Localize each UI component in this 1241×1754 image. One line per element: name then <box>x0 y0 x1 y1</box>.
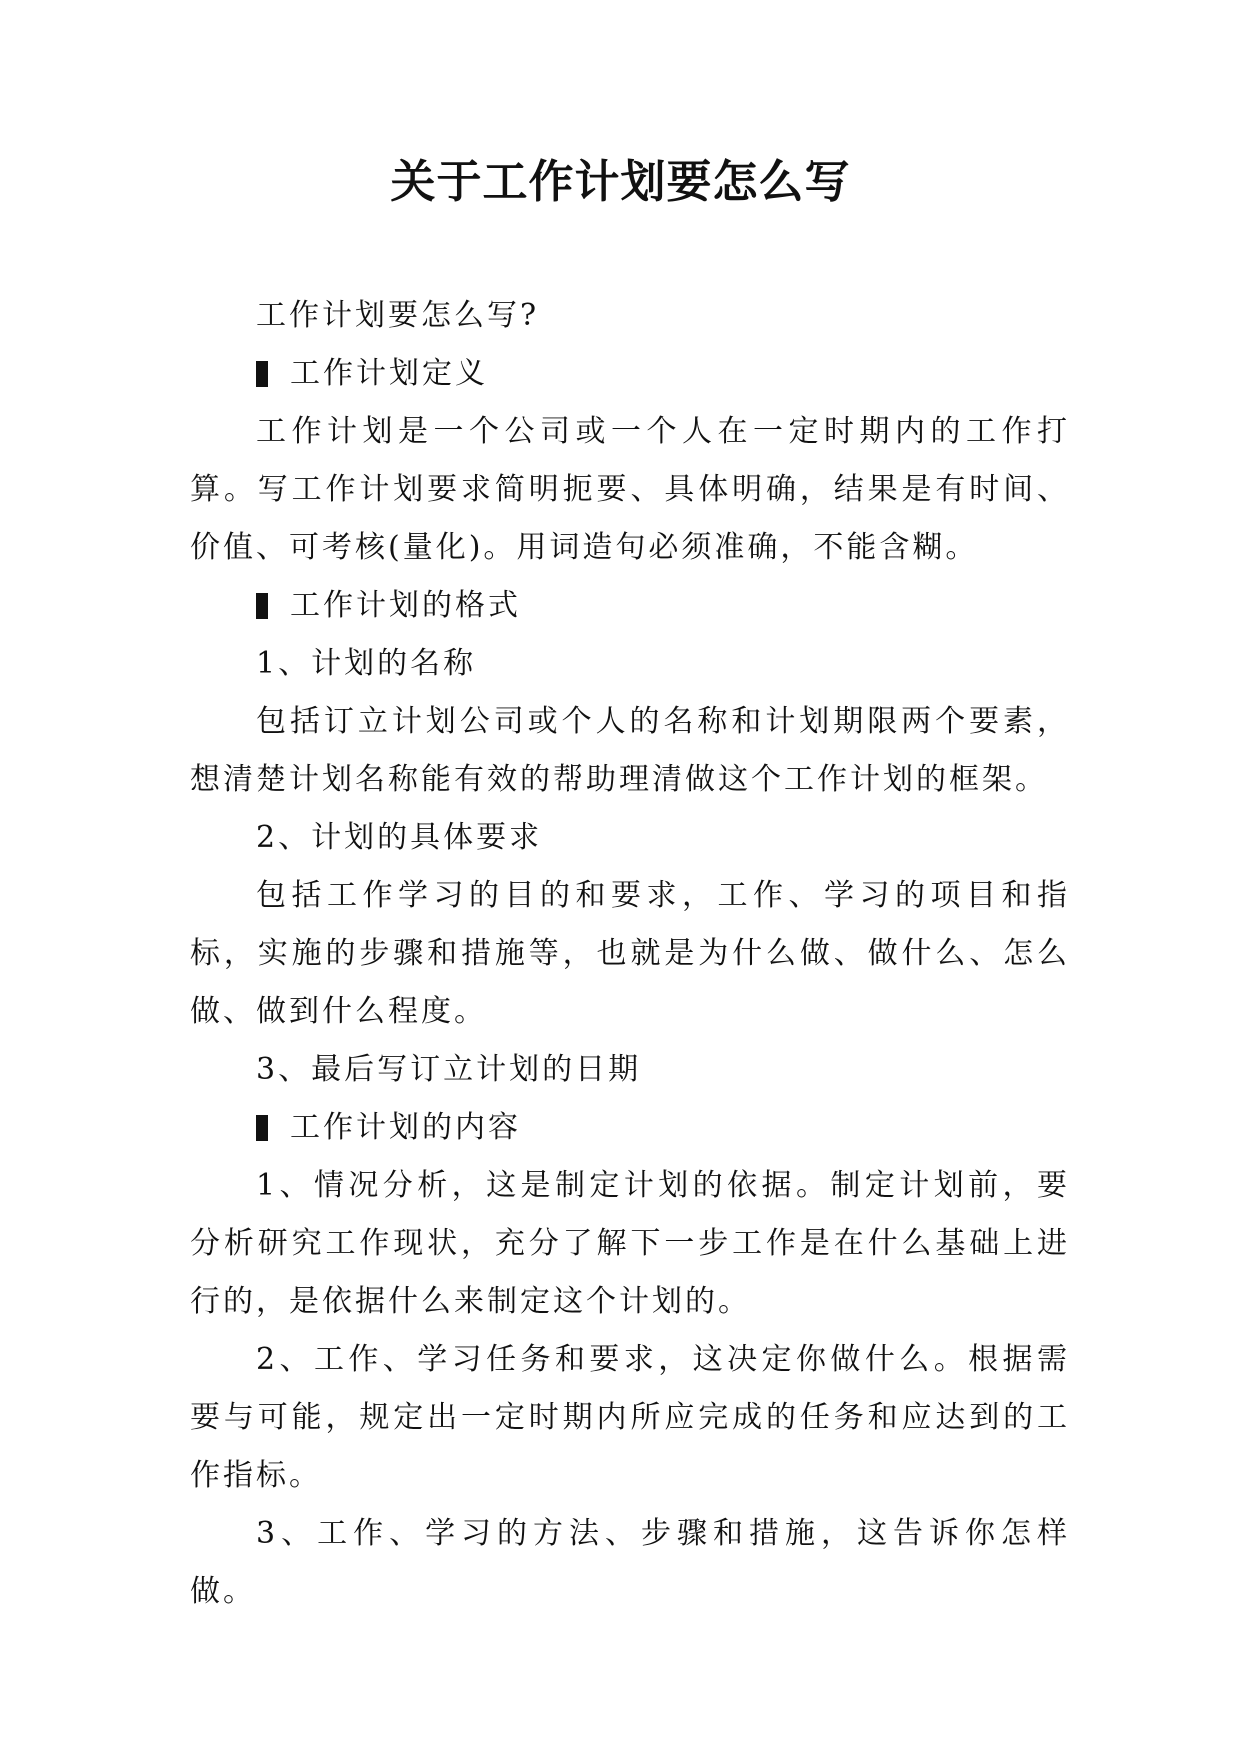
section-heading-text: 工作计划的内容 <box>290 1110 521 1145</box>
square-bullet-icon <box>256 593 268 619</box>
paragraph-intro-question: 工作计划要怎么写? <box>256 298 540 333</box>
paragraph-plan-requirements: 包括工作学习的目的和要求，工作、学习的项目和指标，实施的步骤和措施等，也就是为什么做、做什么、怎么做、做到什么程度。 <box>190 878 1070 1029</box>
section-heading-content <box>190 1099 1070 1157</box>
section-heading-format <box>190 577 1070 635</box>
list-item-plan-date: 3、最后写订立计划的日期 <box>256 1052 642 1087</box>
section-heading-text: 工作计划定义 <box>290 356 488 391</box>
document-body <box>190 287 1070 1621</box>
square-bullet-icon <box>256 361 268 387</box>
section-heading-text: 工作计划的格式 <box>290 588 521 623</box>
paragraph-definition: 工作计划是一个公司或一个人在一定时期内的工作打算。写工作计划要求简明扼要、具体明确，结果是有时间、价值、可考核(量化)。用词造句必须准确，不能含糊。 <box>190 414 1070 565</box>
paragraph-situation-analysis: 1、情况分析，这是制定计划的依据。制定计划前，要分析研究工作现状，充分了解下一步工作是在什么基础上进行的，是依据什么来制定这个计划的。 <box>190 1168 1070 1319</box>
paragraph-methods-steps: 3、工作、学习的方法、步骤和措施，这告诉你怎样做。 <box>190 1516 1070 1609</box>
paragraph-tasks-requirements: 2、工作、学习任务和要求，这决定你做什么。根据需要与可能，规定出一定时期内所应完成的任务和应达到的工作指标。 <box>190 1342 1070 1493</box>
square-bullet-icon <box>256 1115 268 1141</box>
list-item-plan-name: 1、计划的名称 <box>256 646 477 681</box>
section-heading-definition <box>190 345 1070 403</box>
document-title: 关于工作计划要怎么写 <box>390 155 851 208</box>
list-item-plan-requirements: 2、计划的具体要求 <box>256 820 543 855</box>
paragraph-plan-name: 包括订立计划公司或个人的名称和计划期限两个要素，想清楚计划名称能有效的帮助理清做这个工作计划的框架。 <box>190 704 1070 797</box>
